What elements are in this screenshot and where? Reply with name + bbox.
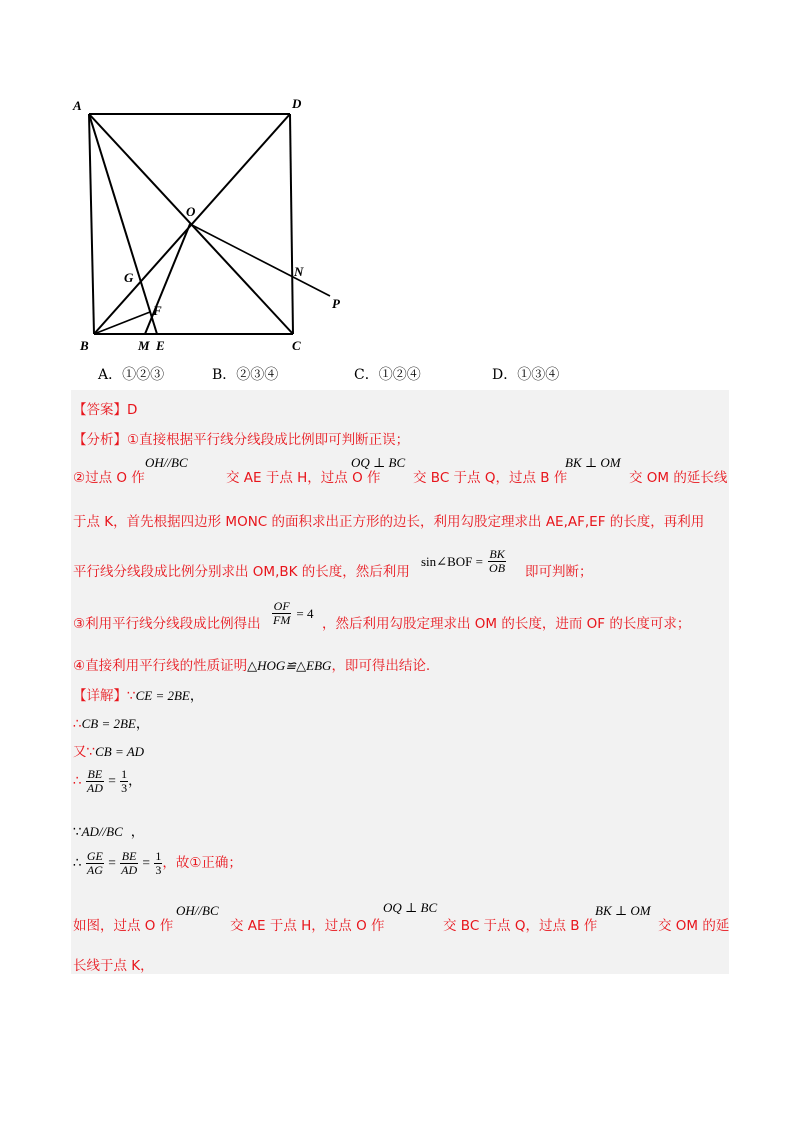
geometry-figure	[70, 92, 360, 352]
fraction-be-ad	[120, 850, 138, 877]
math-oq-perp-bc-2: OQ ⊥ BC	[383, 900, 438, 915]
math-sin-bof	[421, 548, 506, 575]
side-dc	[290, 114, 293, 334]
option-d[interactable]: D．①③④	[492, 367, 560, 383]
detail-line-6	[73, 850, 242, 877]
fraction-numerator: GE	[86, 849, 103, 863]
therefore-symbol: ∴	[73, 773, 82, 789]
detail-text-7c: 交 BC 于点 Q，过点 B 作	[443, 918, 598, 934]
because-symbol: ∵	[127, 688, 136, 704]
math-oh-parallel-bc: OH//BC	[145, 455, 188, 470]
point-label-m: M	[138, 338, 150, 352]
fraction-denominator: 3	[155, 863, 162, 877]
math-bk-perp-om: BK ⊥ OM	[565, 455, 621, 470]
point-label-o: O	[186, 204, 196, 219]
math-sin-bof-lhs: sin∠BOF =	[421, 554, 483, 569]
punct: ，	[130, 824, 145, 840]
analysis-text-6b: ，即可得出结论.	[331, 658, 431, 674]
analysis-line-6	[73, 654, 430, 674]
option-b[interactable]: B．②③④	[212, 367, 279, 383]
math-of-over-fm	[272, 600, 314, 627]
fraction-denominator: OB	[489, 561, 506, 575]
detail-line-5	[73, 820, 144, 840]
math-cb-eq-2be: CB = 2BE	[81, 716, 136, 731]
detail-text-7a: 如图，过点 O 作	[73, 918, 174, 934]
detail-line-2	[73, 712, 149, 732]
analysis-text-4b: 即可判断；	[525, 564, 593, 580]
analysis-text-6a: ④直接利用平行线的性质证明	[73, 658, 248, 674]
fraction-one-third	[120, 768, 128, 795]
segment-bf	[94, 312, 150, 334]
math-cb-eq-ad: CB = AD	[95, 744, 145, 759]
analysis-text-5a: ③利用平行线分线段成比例得出	[73, 616, 261, 632]
point-label-e: E	[156, 338, 165, 352]
answer-tag: 【答案】	[73, 402, 127, 418]
analysis-text-2a: ②过点 O 作	[73, 470, 145, 486]
detail-line-1	[73, 684, 203, 704]
segment-om	[145, 224, 190, 334]
detail-text-7b: 交 AE 于点 H，过点 O 作	[230, 918, 385, 934]
detail-line-4	[73, 768, 142, 795]
analysis-text-2c: 交 BC 于点 Q，过点 B 作	[413, 470, 568, 486]
math-ad-parallel-bc: AD//BC	[81, 824, 123, 839]
fraction-denominator: AD	[121, 863, 138, 877]
detail-tag: 【详解】	[73, 688, 127, 704]
answer-value: D	[127, 402, 138, 418]
punct: ，	[135, 716, 150, 732]
point-label-p: P	[332, 296, 340, 311]
figure-lines	[89, 114, 330, 334]
fraction-bk-ob	[488, 548, 506, 575]
detail-line-8: 长线于点 K，	[73, 958, 154, 974]
point-label-n: N	[294, 264, 304, 279]
punct: ，	[189, 688, 204, 704]
detail-text-7d: 交 OM 的延	[658, 918, 730, 934]
point-label-a: A	[73, 98, 82, 113]
point-label-f: F	[153, 303, 162, 318]
fraction-ge-ag	[86, 850, 104, 877]
also-because: 又∵	[73, 744, 96, 760]
math-equals-4: = 4	[296, 606, 314, 621]
punct: ，	[128, 773, 142, 789]
math-oq-perp-bc: OQ ⊥ BC	[351, 455, 406, 470]
fraction-numerator: OF	[273, 599, 290, 613]
because-symbol: ∵	[73, 824, 82, 840]
fraction-numerator: 1	[155, 849, 162, 863]
fraction-numerator: BK	[489, 547, 505, 561]
analysis-line-1	[73, 428, 409, 448]
analysis-line-2	[73, 466, 145, 486]
analysis-text-5b: ，然后利用勾股定理求出 OM 的长度，进而 OF 的长度可求；	[322, 616, 691, 632]
analysis-line-3: 于点 K，首先根据四边形 MONC 的面积求出正方形的边长，利用勾股定理求出 AE,AF,EF 的长度，再利用	[73, 514, 705, 530]
fraction-numerator: 1	[121, 767, 128, 781]
analysis-text-2b: 交 AE 于点 H，过点 O 作	[226, 470, 381, 486]
math-bk-perp-om-2: BK ⊥ OM	[595, 903, 651, 918]
fraction-denominator: AD	[86, 781, 103, 795]
fraction-be-ad	[86, 768, 104, 795]
analysis-tag: 【分析】	[73, 432, 127, 448]
therefore-symbol: ∴	[73, 716, 82, 732]
point-label-g: G	[124, 270, 134, 285]
fraction-denominator: 3	[121, 781, 128, 795]
answer-line	[73, 398, 137, 418]
side-ba	[89, 114, 94, 334]
fraction-of-fm	[272, 600, 291, 627]
math-oh-parallel-bc-2: OH//BC	[176, 903, 219, 918]
detail-line-3	[73, 740, 144, 760]
detail-text-6-end: ，故①正确；	[162, 855, 242, 871]
analysis-text-1: ①直接根据平行线分线段成比例即可判断正误；	[127, 432, 410, 448]
fraction-numerator: BE	[87, 767, 103, 781]
equals-sign: =	[142, 855, 151, 870]
math-ce-eq-2be: CE = 2BE	[135, 688, 190, 703]
fraction-denominator: FM	[273, 613, 291, 627]
point-label-c: C	[292, 338, 301, 352]
option-a[interactable]: A．①②③	[98, 367, 165, 383]
point-label-d: D	[292, 96, 302, 111]
fraction-denominator: AG	[86, 863, 103, 877]
segment-op	[190, 224, 330, 296]
equals-sign: =	[108, 773, 116, 788]
analysis-text-2d: 交 OM 的延长线	[629, 470, 728, 486]
fraction-numerator: BE	[121, 849, 137, 863]
analysis-text-4a: 平行线分线段成比例分别求出 OM,BK 的长度，然后利用	[73, 564, 410, 580]
option-c[interactable]: C．①②④	[354, 367, 421, 383]
therefore-symbol: ∴	[73, 855, 82, 871]
point-label-b: B	[80, 338, 89, 352]
math-congruent: △HOG≌△EBG	[247, 658, 332, 673]
equals-sign: =	[108, 855, 116, 870]
